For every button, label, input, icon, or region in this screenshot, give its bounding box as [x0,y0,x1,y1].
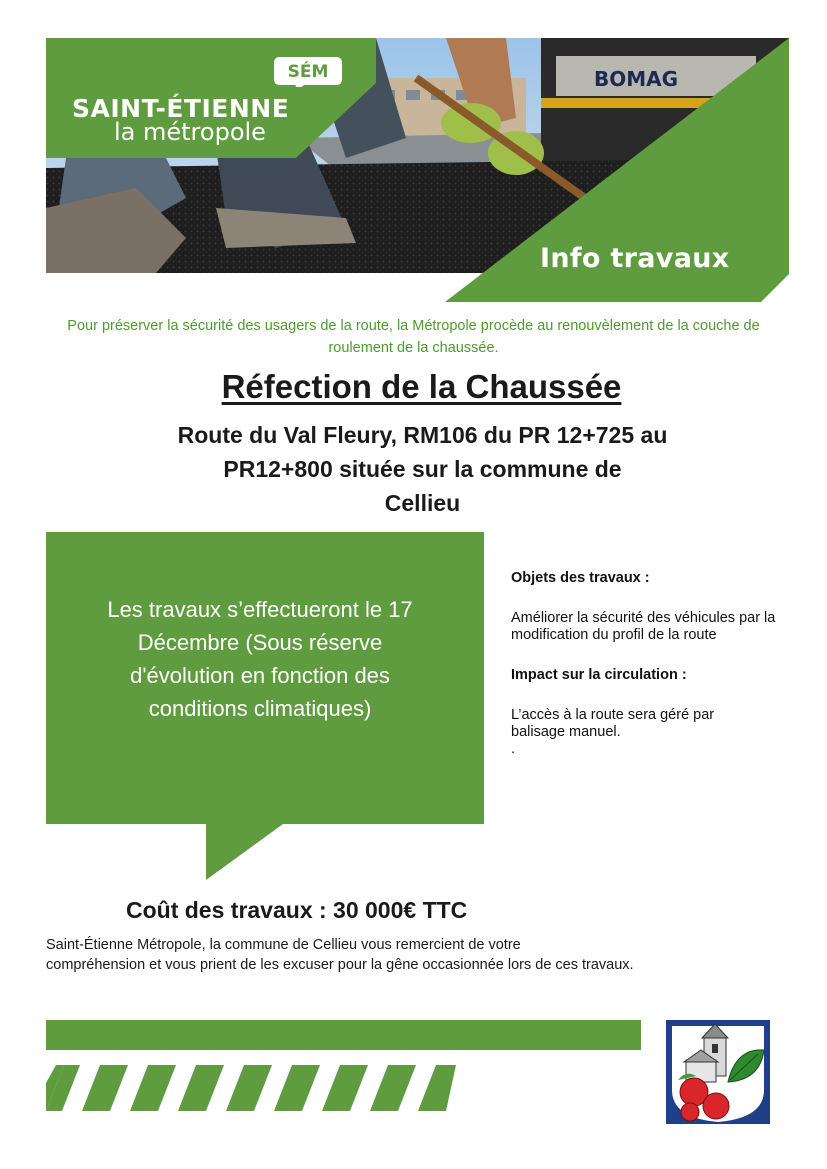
subtitle-line-3: Cellieu [384,490,461,516]
works-date-text [66,593,454,725]
subtitle-line-2: PR12+800 située sur la commune de [223,456,622,482]
trailing-dot: . [511,741,516,757]
objects-heading: Objets des travaux : [511,570,650,586]
bubble-line-2: Décembre (Sous réserve [137,630,383,655]
info-travaux-label: Info travaux [540,243,730,274]
thanks-text [46,935,786,975]
objects-text: Améliorer la sécurité des véhicules par la modification du profil de la route [511,610,776,643]
bubble-line-1: Les travaux s’effectueront le 17 [107,597,413,622]
logo-name: SAINT-ÉTIENNE [72,94,290,123]
logo-subtitle: la métropole [114,118,266,146]
impact-heading: Impact sur la circulation : [511,667,687,683]
footer-hazard-stripes [46,1065,456,1111]
works-details [511,570,801,758]
intro-text: Pour préserver la sécurité des usagers de la route, la Métropole procède au renouvèlement de la couche de roulement de la chaussée. [67,318,760,356]
subtitle-line-1: Route du Val Fleury, RM106 du PR 12+725 au [177,422,668,448]
impact-text: L’accès à la route sera géré par balisage manuel. [511,707,715,740]
bubble-line-4: conditions climatiques) [148,696,372,721]
bomag-sign: BOMAG [594,67,679,91]
sem-badge-label: SÉM [287,62,329,82]
page-title: Réfection de la Chaussée [221,368,622,405]
thanks-line-1: Saint-Étienne Métropole, la commune de Cellieu vous remercient de votre [46,937,521,953]
cellieu-crest-icon [666,1020,770,1124]
location-subtitle [105,418,740,520]
thanks-line-2: compréhension et vous prient de les excuser pour la gêne occasionnée lors de ces travaux. [46,957,634,973]
footer-green-bar [46,1020,641,1050]
works-cost: Coût des travaux : 30 000€ TTC [126,897,468,923]
bubble-line-3: d'évolution en fonction des [130,663,390,688]
